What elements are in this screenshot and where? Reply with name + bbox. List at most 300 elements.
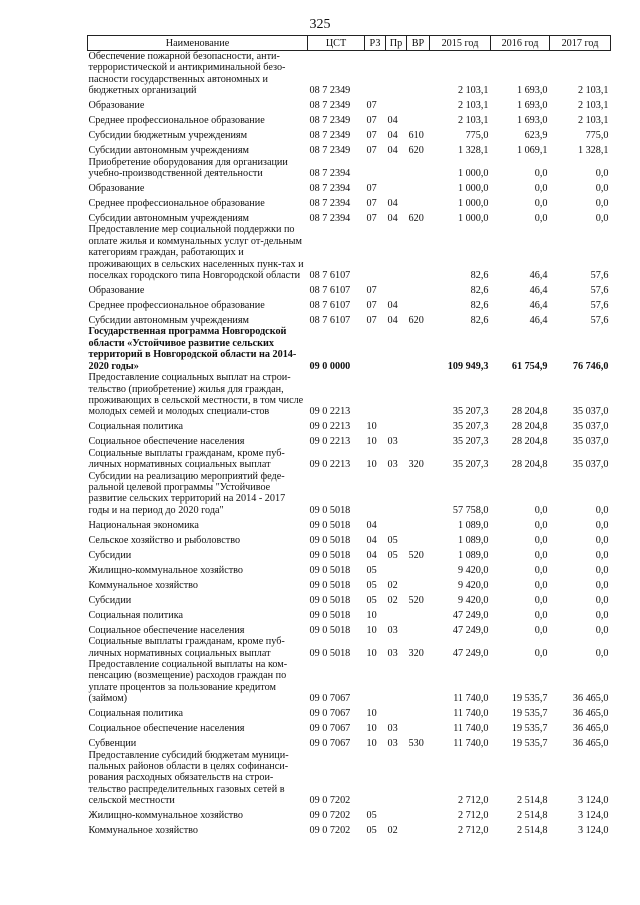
row-value-2017: 35 037,0: [572, 421, 609, 433]
row-value-2016: 0,0: [534, 504, 548, 516]
row-cst: 08 7 6107: [309, 285, 351, 297]
row-value-2015: 1 000,0: [457, 198, 489, 210]
row-pr: 02: [387, 579, 398, 591]
row-vr: [407, 296, 430, 311]
row-pr: 04: [387, 315, 398, 327]
row-cst: 08 7 2394: [309, 168, 351, 180]
table-header: [88, 36, 611, 51]
row-vr: [407, 561, 430, 576]
header-cst: ЦСТ: [308, 36, 365, 51]
table-row: [88, 735, 611, 750]
row-cst: 08 7 2349: [309, 100, 351, 112]
row-value-2015: 1 089,0: [457, 534, 489, 546]
row-vr: 620: [408, 315, 424, 327]
row-rz: 07: [366, 100, 377, 112]
row-rz: 07: [366, 213, 377, 225]
row-value-2016: 28 204,8: [511, 406, 548, 418]
row-name: Социальная политика: [88, 708, 184, 720]
row-name: Предоставление социальных выплат на строи-тельство (приобретение) жилья для граждан, проживающих в сельской местности, в том числе молодых семей и молодых специали-стов: [88, 372, 304, 418]
row-value-2016: 19 535,7: [511, 693, 548, 705]
table-row: [88, 659, 611, 705]
row-pr: [386, 705, 407, 720]
row-value-2017: 57,6: [590, 315, 609, 327]
row-cst: 09 0 5018: [309, 609, 351, 621]
row-cst: 09 0 5018: [309, 624, 351, 636]
row-vr: [407, 194, 430, 209]
row-rz: 05: [366, 579, 377, 591]
row-value-2015: 9 420,0: [457, 564, 489, 576]
row-value-2017: 0,0: [595, 549, 609, 561]
row-pr: [386, 326, 407, 372]
row-name: Сельское хозяйство и рыболовство: [88, 534, 241, 546]
row-value-2017: 775,0: [585, 130, 609, 142]
row-value-2015: 2 103,1: [457, 115, 489, 127]
table-row: [88, 516, 611, 531]
table-row: [88, 97, 611, 112]
row-vr: 620: [408, 213, 424, 225]
row-cst: 09 0 2213: [309, 406, 351, 418]
row-rz: 10: [366, 421, 377, 433]
row-pr: [386, 807, 407, 822]
row-cst: 08 7 2349: [309, 145, 351, 157]
row-value-2015: 775,0: [465, 130, 489, 142]
row-vr: 530: [408, 738, 424, 750]
row-name: Субсидии автономным учреждениям: [88, 315, 249, 327]
row-pr: 02: [387, 594, 398, 606]
table-row: [88, 326, 611, 372]
row-rz: 10: [366, 436, 377, 448]
row-cst: 09 0 5018: [309, 519, 351, 531]
row-rz: 07: [366, 183, 377, 195]
row-rz: [365, 372, 386, 418]
table-row: [88, 621, 611, 636]
row-name: Жилищно-коммунальное хозяйство: [88, 564, 244, 576]
row-value-2017: 2 103,1: [577, 115, 609, 127]
row-value-2016: 19 535,7: [511, 723, 548, 735]
table-row: [88, 157, 611, 180]
row-rz: [365, 51, 386, 97]
row-vr: [407, 51, 430, 97]
row-value-2016: 0,0: [534, 647, 548, 659]
row-rz: [365, 224, 386, 281]
row-rz: 05: [366, 564, 377, 576]
row-value-2016: 623,9: [524, 130, 548, 142]
row-name: Образование: [88, 285, 145, 297]
row-rz: [365, 471, 386, 517]
row-value-2015: 9 420,0: [457, 579, 489, 591]
row-name: Коммунальное хозяйство: [88, 825, 198, 837]
row-name: Социальное обеспечение населения: [88, 624, 245, 636]
row-pr: [386, 179, 407, 194]
row-cst: 08 7 2349: [309, 85, 351, 97]
row-name: Социальная политика: [88, 609, 184, 621]
row-value-2017: 0,0: [595, 579, 609, 591]
row-cst: 09 0 5018: [309, 647, 351, 659]
table-row: [88, 311, 611, 326]
table-row: [88, 448, 611, 471]
row-vr: [407, 418, 430, 433]
row-value-2015: 2 712,0: [457, 825, 489, 837]
row-pr: 03: [387, 459, 398, 471]
row-value-2016: 0,0: [534, 519, 548, 531]
row-rz: 04: [366, 534, 377, 546]
row-value-2015: 35 207,3: [452, 436, 489, 448]
row-name: Социальные выплаты гражданам, кроме пуб-личных нормативных социальных выплат: [88, 447, 285, 471]
row-cst: 08 7 2394: [309, 198, 351, 210]
table-row: [88, 807, 611, 822]
row-rz: 10: [366, 459, 377, 471]
row-pr: [386, 418, 407, 433]
row-value-2016: 46,4: [529, 315, 548, 327]
row-name: Субсидии бюджетным учреждениям: [88, 130, 248, 142]
row-name: Субсидии: [88, 549, 132, 561]
row-value-2017: 36 465,0: [572, 738, 609, 750]
row-name: Субсидии автономным учреждениям: [88, 213, 249, 225]
budget-table: [87, 35, 611, 837]
row-pr: 03: [387, 738, 398, 750]
row-cst: 09 0 7202: [309, 795, 351, 807]
row-rz: 10: [366, 647, 377, 659]
row-cst: 09 0 7067: [309, 708, 351, 720]
header-row: [88, 36, 611, 51]
row-value-2015: 57 758,0: [452, 504, 489, 516]
row-cst: 08 7 6107: [309, 270, 351, 282]
row-name: Государственная программа Новгородской области «Устойчивое развитие сельских территорий в Новгородской области на 2014-2020 годы»: [88, 326, 297, 372]
row-rz: 07: [366, 145, 377, 157]
row-vr: [407, 576, 430, 591]
table-row: [88, 194, 611, 209]
row-rz: 07: [366, 198, 377, 210]
row-pr: [386, 750, 407, 807]
row-vr: 320: [408, 459, 424, 471]
row-value-2015: 1 089,0: [457, 549, 489, 561]
row-cst: 08 7 2349: [309, 115, 351, 127]
row-value-2016: 46,4: [529, 270, 548, 282]
row-cst: 09 0 2213: [309, 459, 351, 471]
row-pr: 02: [387, 825, 398, 837]
row-cst: 09 0 5018: [309, 579, 351, 591]
row-rz: [365, 157, 386, 180]
row-name: Образование: [88, 183, 145, 195]
row-value-2015: 109 949,3: [447, 360, 489, 372]
row-vr: [407, 372, 430, 418]
row-value-2016: 1 693,0: [516, 85, 548, 97]
row-rz: [365, 750, 386, 807]
row-value-2017: 57,6: [590, 300, 609, 312]
row-name: Социальное обеспечение населения: [88, 436, 245, 448]
row-value-2015: 82,6: [470, 285, 489, 297]
row-name: Субсидии на реализацию мероприятий феде-ральной целевой программы "Устойчивое развитие сельских территорий на 2014 - 2017 годы и на период до 2020 года": [88, 470, 286, 516]
row-value-2015: 47 249,0: [452, 609, 489, 621]
row-pr: [386, 471, 407, 517]
table-row: [88, 561, 611, 576]
table-row: [88, 636, 611, 659]
row-value-2015: 47 249,0: [452, 647, 489, 659]
row-pr: [386, 51, 407, 97]
row-pr: [386, 659, 407, 705]
row-name: Предоставление мер социальной поддержки по оплате жилья и коммунальных услуг от-дельным категориям граждан, работающих и проживающих в сельских населенных пунк-тах и поселках городского типа Новгородской области: [88, 224, 304, 282]
row-value-2016: 0,0: [534, 549, 548, 561]
row-rz: 07: [366, 315, 377, 327]
row-value-2015: 47 249,0: [452, 624, 489, 636]
row-vr: [407, 822, 430, 837]
table-row: [88, 576, 611, 591]
row-cst: 09 0 7067: [309, 693, 351, 705]
row-cst: 08 7 6107: [309, 300, 351, 312]
row-value-2017: 2 103,1: [577, 85, 609, 97]
row-vr: [407, 433, 430, 448]
row-vr: [407, 621, 430, 636]
table-row: [88, 281, 611, 296]
row-value-2016: 0,0: [534, 213, 548, 225]
row-value-2017: 57,6: [590, 270, 609, 282]
row-value-2015: 2 103,1: [457, 85, 489, 97]
table-row: [88, 112, 611, 127]
row-rz: 04: [366, 549, 377, 561]
row-value-2017: 0,0: [595, 198, 609, 210]
row-rz: 10: [366, 624, 377, 636]
header-2016: 2016 год: [491, 36, 550, 51]
row-pr: [386, 561, 407, 576]
row-value-2017: 36 465,0: [572, 693, 609, 705]
table-row: [88, 51, 611, 97]
row-rz: 05: [366, 594, 377, 606]
row-cst: 09 0 5018: [309, 594, 351, 606]
row-value-2017: 0,0: [595, 609, 609, 621]
row-rz: [365, 659, 386, 705]
row-rz: 10: [366, 609, 377, 621]
row-pr: 03: [387, 723, 398, 735]
row-value-2015: 1 000,0: [457, 213, 489, 225]
row-vr: [407, 224, 430, 281]
row-pr: [386, 97, 407, 112]
row-cst: 08 7 2349: [309, 130, 351, 142]
row-pr: [386, 157, 407, 180]
table-row: [88, 224, 611, 281]
table-row: [88, 720, 611, 735]
row-value-2016: 0,0: [534, 198, 548, 210]
row-rz: 07: [366, 115, 377, 127]
row-pr: [386, 372, 407, 418]
row-value-2017: 0,0: [595, 504, 609, 516]
header-2015: 2015 год: [430, 36, 491, 51]
table-row: [88, 296, 611, 311]
table-row: [88, 418, 611, 433]
row-value-2015: 1 328,1: [457, 145, 489, 157]
row-pr: 05: [387, 549, 398, 561]
table-row: [88, 372, 611, 418]
row-value-2017: 0,0: [595, 519, 609, 531]
row-cst: 09 0 2213: [309, 421, 351, 433]
row-value-2016: 0,0: [534, 183, 548, 195]
row-value-2016: 1 693,0: [516, 100, 548, 112]
row-vr: [407, 531, 430, 546]
table-row: [88, 822, 611, 837]
row-rz: 10: [366, 738, 377, 750]
row-value-2015: 35 207,3: [452, 421, 489, 433]
row-name: Жилищно-коммунальное хозяйство: [88, 810, 244, 822]
row-name: Предоставление субсидий бюджетам муници-пальных районов области в целях софинанси-рования расходных обязательств на строи-тельство распределительных газовых сетей в сельской местности: [88, 749, 289, 807]
header-2017: 2017 год: [550, 36, 611, 51]
row-pr: [386, 224, 407, 281]
row-vr: [407, 157, 430, 180]
row-name: Социальные выплаты гражданам, кроме пуб-личных нормативных социальных выплат: [88, 636, 285, 659]
row-name: Образование: [88, 100, 145, 112]
table-row: [88, 127, 611, 142]
row-value-2015: 2 103,1: [457, 100, 489, 112]
row-value-2015: 11 740,0: [453, 708, 489, 720]
row-pr: 04: [387, 130, 398, 142]
row-pr: 04: [387, 115, 398, 127]
row-vr: [407, 720, 430, 735]
row-value-2015: 82,6: [470, 300, 489, 312]
header-vr: ВР: [407, 36, 430, 51]
row-value-2015: 35 207,3: [452, 459, 489, 471]
header-pr: Пр: [386, 36, 407, 51]
row-value-2015: 11 740,0: [453, 693, 489, 705]
row-value-2016: 0,0: [534, 579, 548, 591]
row-value-2015: 1 000,0: [457, 168, 489, 180]
table-row: [88, 606, 611, 621]
row-pr: [386, 516, 407, 531]
table-row: [88, 591, 611, 606]
row-name: Коммунальное хозяйство: [88, 579, 198, 591]
row-value-2017: 0,0: [595, 183, 609, 195]
row-value-2017: 2 103,1: [577, 100, 609, 112]
row-value-2016: 28 204,8: [511, 436, 548, 448]
row-name: Приобретение оборудования для организации учебно-производственной деятельности: [88, 156, 288, 180]
table-row: [88, 750, 611, 807]
row-name: Социальное обеспечение населения: [88, 723, 245, 735]
row-value-2017: 0,0: [595, 534, 609, 546]
row-vr: [407, 179, 430, 194]
row-vr: 520: [408, 549, 424, 561]
row-vr: 610: [408, 130, 424, 142]
row-vr: [407, 281, 430, 296]
row-rz: 10: [366, 723, 377, 735]
row-vr: [407, 705, 430, 720]
row-value-2016: 28 204,8: [511, 459, 548, 471]
row-pr: 04: [387, 213, 398, 225]
row-value-2015: 1 089,0: [457, 519, 489, 531]
row-value-2015: 11 740,0: [453, 738, 489, 750]
header-rz: РЗ: [365, 36, 386, 51]
row-value-2017: 57,6: [590, 285, 609, 297]
row-value-2017: 0,0: [595, 647, 609, 659]
row-value-2017: 0,0: [595, 564, 609, 576]
row-value-2016: 1 069,1: [516, 145, 548, 157]
row-value-2016: 1 693,0: [516, 115, 548, 127]
row-cst: 09 0 7202: [309, 825, 351, 837]
row-value-2016: 19 535,7: [511, 708, 548, 720]
row-cst: 08 7 2394: [309, 213, 351, 225]
table-row: [88, 531, 611, 546]
row-value-2016: 0,0: [534, 168, 548, 180]
table-row: [88, 546, 611, 561]
row-value-2017: 0,0: [595, 594, 609, 606]
page-number: 325: [309, 17, 331, 32]
row-value-2015: 2 712,0: [457, 810, 489, 822]
row-cst: 09 0 5018: [309, 504, 351, 516]
row-value-2016: 19 535,7: [511, 738, 548, 750]
row-cst: 08 7 2394: [309, 183, 351, 195]
row-name: Социальная политика: [88, 421, 184, 433]
row-value-2015: 9 420,0: [457, 594, 489, 606]
row-value-2017: 36 465,0: [572, 723, 609, 735]
table-row: [88, 209, 611, 224]
row-cst: 09 0 7067: [309, 723, 351, 735]
row-pr: 04: [387, 300, 398, 312]
row-value-2015: 2 712,0: [457, 795, 489, 807]
table-row: [88, 142, 611, 157]
row-cst: 09 0 5018: [309, 534, 351, 546]
row-name: Субсидии: [88, 594, 132, 606]
table-row: [88, 179, 611, 194]
row-cst: 09 0 5018: [309, 549, 351, 561]
row-vr: [407, 750, 430, 807]
row-rz: 10: [366, 708, 377, 720]
row-value-2015: 82,6: [470, 315, 489, 327]
row-pr: 03: [387, 647, 398, 659]
row-rz: 07: [366, 300, 377, 312]
row-vr: 620: [408, 145, 424, 157]
row-value-2017: 0,0: [595, 213, 609, 225]
row-value-2016: 0,0: [534, 564, 548, 576]
row-value-2016: 46,4: [529, 285, 548, 297]
row-cst: 09 0 7067: [309, 738, 351, 750]
row-cst: 09 0 2213: [309, 436, 351, 448]
row-name: Субвенции: [88, 738, 137, 750]
row-value-2017: 3 124,0: [577, 810, 609, 822]
row-cst: 09 0 5018: [309, 564, 351, 576]
row-value-2016: 28 204,8: [511, 421, 548, 433]
row-pr: 04: [387, 198, 398, 210]
row-value-2017: 35 037,0: [572, 459, 609, 471]
row-cst: 09 0 7202: [309, 810, 351, 822]
row-name: Национальная экономика: [88, 519, 199, 531]
row-vr: 520: [408, 594, 424, 606]
row-value-2015: 82,6: [470, 270, 489, 282]
row-rz: [365, 326, 386, 372]
row-value-2017: 3 124,0: [577, 825, 609, 837]
row-pr: 03: [387, 624, 398, 636]
table-row: [88, 433, 611, 448]
table-body: [88, 51, 611, 837]
row-vr: [407, 659, 430, 705]
row-value-2016: 2 514,8: [516, 810, 548, 822]
row-value-2015: 1 000,0: [457, 183, 489, 195]
row-name: Обеспечение пожарной безопасности, анти-террористической и антикриминальной безо-пасности государственных автономных и бюджетных организаций: [88, 51, 286, 97]
table-row: [88, 705, 611, 720]
row-value-2017: 0,0: [595, 168, 609, 180]
row-vr: [407, 471, 430, 517]
row-vr: [407, 112, 430, 127]
header-name: Наименование: [88, 36, 308, 51]
row-name: Среднее профессиональное образование: [88, 198, 265, 210]
row-name: Субсидии автономным учреждениям: [88, 145, 249, 157]
row-value-2017: 0,0: [595, 624, 609, 636]
row-vr: [407, 326, 430, 372]
row-value-2016: 0,0: [534, 594, 548, 606]
row-vr: 320: [408, 647, 424, 659]
row-cst: 09 0 0000: [309, 360, 351, 372]
row-cst: 08 7 6107: [309, 315, 351, 327]
row-value-2017: 35 037,0: [572, 406, 609, 418]
row-value-2017: 35 037,0: [572, 436, 609, 448]
row-rz: 07: [366, 285, 377, 297]
row-value-2016: 0,0: [534, 624, 548, 636]
row-value-2017: 1 328,1: [577, 145, 609, 157]
